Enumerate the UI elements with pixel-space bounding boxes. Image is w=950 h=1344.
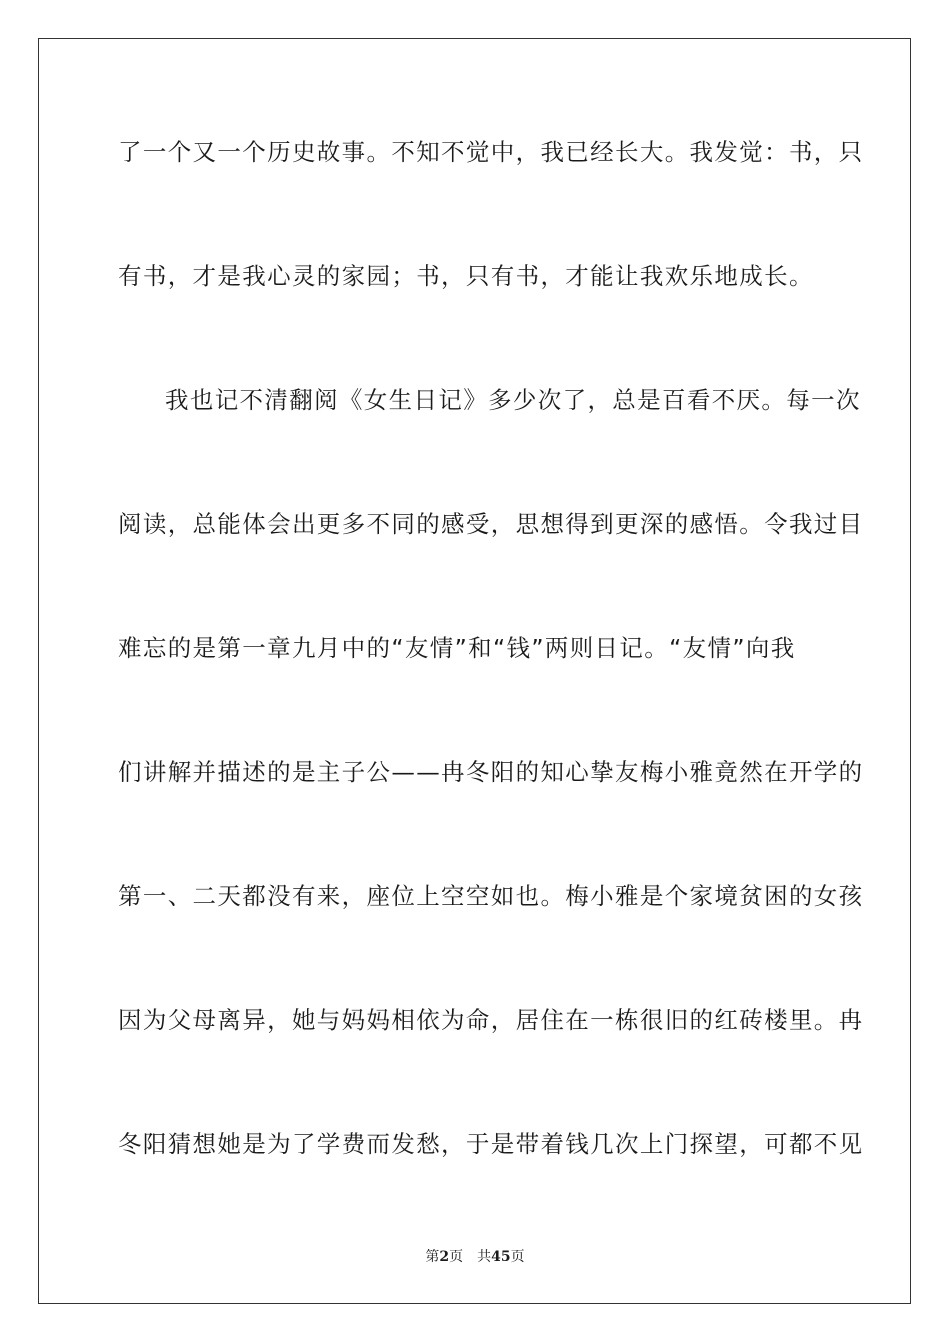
total-suffix: 页 [510,1249,525,1265]
body-text-line: 第一、二天都没有来，座位上空空如也。梅小雅是个家境贫困的女孩 [118,882,864,910]
body-text-line: 冬阳猜想她是为了学费而发愁，于是带着钱几次上门探望，可都不见 [118,1130,864,1158]
page-number: 2 [439,1249,450,1265]
total-pages: 45 [491,1249,511,1265]
page-footer [0,1248,950,1266]
body-text-line: 有书，才是我心灵的家园；书，只有书，才能让我欢乐地成长。 [118,262,814,290]
body-text-line: 难忘的是第一章九月中的“友情”和“钱”两则日记。“友情”向我 [118,634,796,662]
total-prefix: 共 [477,1249,492,1265]
page-prefix: 第 [425,1249,440,1265]
body-text-line: 了一个又一个历史故事。不知不觉中，我已经长大。我发觉：书，只 [118,138,864,166]
page-border [38,38,911,1304]
page-suffix: 页 [449,1249,464,1265]
paragraph-first-line: 我也记不清翻阅《女生日记》多少次了，总是百看不厌。每一次 [165,386,861,414]
body-text-line: 阅读，总能体会出更多不同的感受，思想得到更深的感悟。令我过目 [118,510,864,538]
body-text-line: 们讲解并描述的是主子公——冉冬阳的知心挚友梅小雅竟然在开学的 [118,758,864,786]
body-text-line: 因为父母离异，她与妈妈相依为命，居住在一栋很旧的红砖楼里。冉 [118,1006,864,1034]
